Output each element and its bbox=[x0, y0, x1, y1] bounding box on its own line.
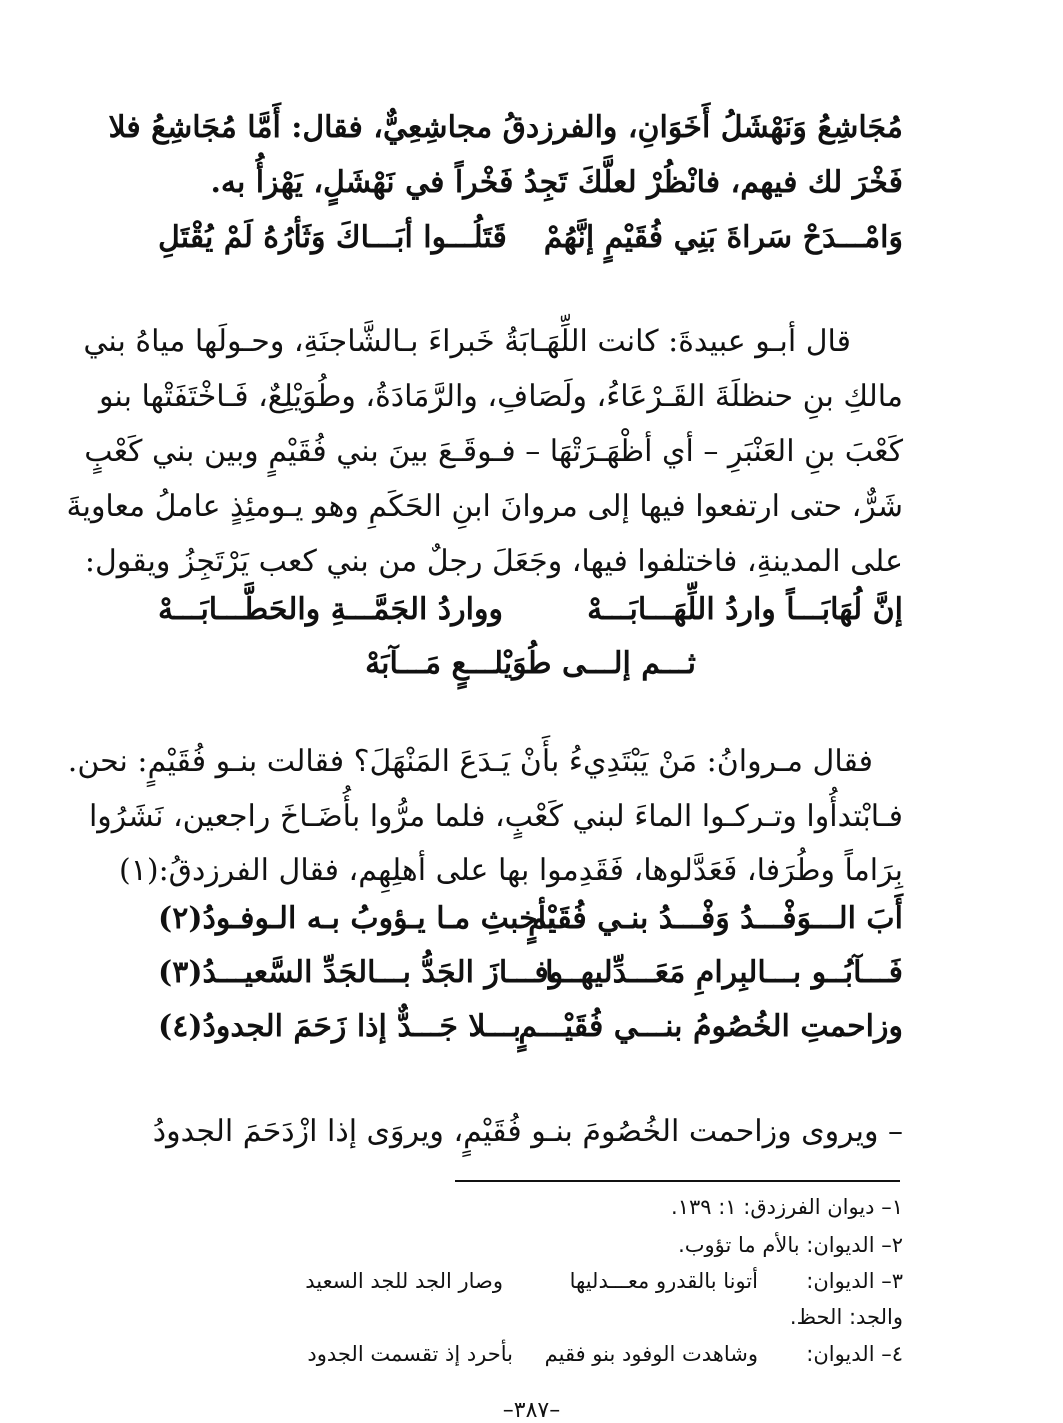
page-number: –٣٨٧– bbox=[502, 1398, 561, 1423]
variant-note: – ويروى وزاحمت الخُصُومَ بنـو فُقَيْمٍ، ويروَى إذا ازْدَحَمَ الجدودُ bbox=[152, 1114, 903, 1149]
paragraph-line: فـابْتدأُوا وتـركـوا الماءَ لبني كَعْبٍ، فلما مرُّوا بأُضَـاخَ راجعين، نَشَرُوا bbox=[88, 799, 903, 834]
footnote-2: ٢– الديوان: بالأم ما تؤوب. bbox=[678, 1233, 903, 1257]
rajaz-second: وواردُ الجَمَّـــةِ والحَطَّـــابَـــهْ bbox=[158, 592, 503, 627]
footnote-3-second: وصار الجد للجد السعيد bbox=[305, 1269, 503, 1293]
footnote-3-label: ٣– الديوان: bbox=[806, 1269, 903, 1293]
paragraph-line: شَرٌّ، حتى ارتفعوا فيها إلى مروانَ ابنِ الحَكَمِ وهو يـومئِذٍ عاملُ معاويةَ bbox=[66, 489, 903, 524]
poem-verse bbox=[158, 893, 903, 945]
paragraph-line: كَعْبَ بنِ العَنْبَرِ – أي أظْهَـرَتْهَا – فـوقَـعَ بينَ بني فُقَيْمٍ وبين بني كَعْبٍ bbox=[84, 434, 903, 469]
poem-second-hemistich: بأخبثِ مـا يـؤوبُ بـه الـوفـودُ(٢) bbox=[158, 901, 556, 936]
footnote-4-label: ٤– الديوان: bbox=[806, 1342, 903, 1366]
footnote-3-note: والجد: الحظ. bbox=[789, 1305, 903, 1329]
poem-first-hemistich: وزاحمتِ الخُصُومُ بنـــي فُقَيْـــمٍ bbox=[518, 1009, 903, 1044]
poem-first-hemistich: فَـــآبُــو بـــالبِرامِ مَعَـــدِّليهـــا bbox=[545, 955, 903, 990]
rajaz-line bbox=[158, 584, 903, 636]
footnote-3-first: أتونا بالقدرو معـــدليها bbox=[569, 1269, 758, 1293]
footnote-4-second: بأحرد إذ تقسمت الجدود bbox=[307, 1342, 513, 1366]
verse-line bbox=[158, 212, 903, 264]
poem-verse bbox=[158, 947, 903, 999]
poem-verse bbox=[158, 1001, 903, 1053]
footnote-4-first: وشاهدت الوفود بنو فقيم bbox=[544, 1342, 758, 1366]
poem-first-hemistich: أَبَ الـــوَفْـــدُ وَفْـــدُ بنـي فُقَيْمٍ bbox=[528, 901, 903, 936]
paragraph-line bbox=[67, 737, 903, 787]
paragraph-line: فَخْرَ لك فيهم، فانْظُرْ لعلَّكَ تَجِدُ فَخْراً في نَهْشَلٍ، يَهْزأُ به. bbox=[210, 165, 903, 200]
verse-first-hemistich: وَامْـــدَحْ سَراةَ بَنِي فُقَيْمٍ إنَّهُمْ bbox=[543, 220, 903, 255]
rajaz-first: إنَّ لُهَابَـــاً واردُ اللِّهَـــابَـــهْ bbox=[587, 592, 903, 627]
footnote-divider bbox=[455, 1180, 900, 1182]
poem-second-hemistich: بـــلا جَـــدٌّ إذا زَحَمَ الجدودُ(٤) bbox=[158, 1009, 522, 1044]
poem-second-hemistich: وفـــازَ الجَدُّ بـــالجَدِّ السَّعيـــدُ(٣) bbox=[158, 955, 564, 990]
paragraph-line bbox=[83, 317, 903, 367]
rajaz-third: ثـــم إلـــى طُوَيْلـــعٍ مَـــآبَهْ bbox=[365, 646, 696, 681]
paragraph-line: مُجَاشِعُ وَنَهْشَلُ أَخَوَانِ، والفرزدقُ مجاشِعِيٌّ، فقال: أَمَّا مُجَاشِعُ فلا bbox=[108, 110, 903, 145]
paragraph-line-text: فقال مـروانُ: مَنْ يَبْتَدِيءُ بأَنْ يَـدَعَ المَنْهَلَ؟ فقالت بنـو فُقَيْمٍ: نحن. bbox=[67, 744, 873, 779]
footnote-1: ١– ديوان الفرزدق: ١: ١٣٩. bbox=[671, 1195, 903, 1219]
verse-second-hemistich: قَتَلُـــوا أبَـــاكَ وَثَأرُهُ لَمْ يُقْتَلِ bbox=[158, 220, 507, 255]
paragraph-line-text: قال أبـو عبيدةَ: كانت اللِّهَـابَةُ خَبراءَ بـالشَّاجنَةِ، وحـولَها مياهُ بني bbox=[83, 324, 851, 359]
paragraph-line: مالكِ بنِ حنظلَةَ القَـرْعَاءُ، ولَصَافِ، والرَّمَادَةُ، وطُوَيْلِعٌ، فَـاخْتَفَتْها بنو bbox=[99, 379, 903, 414]
paragraph-line: على المدينةِ، فاختلفوا فيها، وجَعَلَ رجلٌ من بني كعب يَرْتَجِزُ ويقول: bbox=[84, 544, 903, 579]
paragraph-line: بِرَاماً وطُرَفا، فَعَدَّلوها، فَقَدِموا بها على أهلِهِم، فقال الفرزدقُ:(١) bbox=[119, 853, 903, 888]
